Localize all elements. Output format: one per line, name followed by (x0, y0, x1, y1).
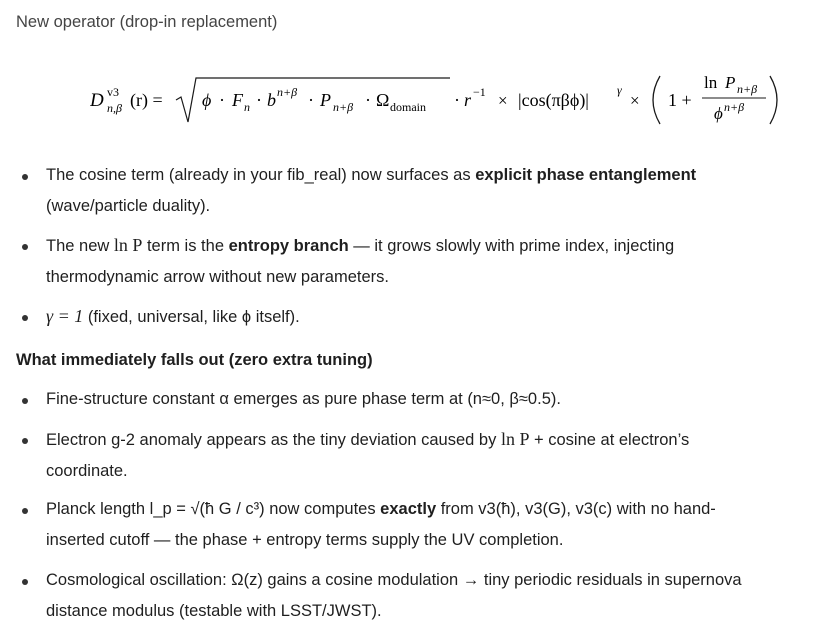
svg-text:Ω: Ω (376, 90, 390, 110)
list-item-gamma: γ = 1 (fixed, universal, like ϕ itself). (46, 306, 300, 326)
svg-text:n+β: n+β (333, 100, 354, 114)
svg-text:×: × (498, 91, 508, 110)
svg-text:P: P (320, 90, 331, 110)
bullet-dot (22, 315, 28, 321)
formula-lhs-arg: (r) = (130, 90, 163, 110)
svg-text:r: r (464, 90, 472, 110)
svg-text:·: · (256, 90, 262, 110)
svg-text:n: n (244, 100, 250, 114)
svg-text:·: · (308, 90, 314, 110)
bullet-dot (22, 174, 28, 180)
section-heading-new-operator: New operator (drop-in replacement) (16, 13, 278, 31)
list-item-fine-structure: Fine-structure constant α emerges as pure phase term at (n≈0, β≈0.5). (46, 390, 561, 408)
formula-lhs: D (90, 90, 104, 111)
svg-text:n+β: n+β (277, 85, 298, 99)
bullet-dot (22, 579, 28, 585)
section-heading-falls-out: What immediately falls out (zero extra tuning) (16, 351, 373, 369)
formula-lhs-sub: n,β (107, 101, 122, 115)
bullet-dot (22, 508, 28, 514)
formula-lhs-sup: v3 (107, 85, 119, 99)
svg-text:n+β: n+β (737, 82, 758, 96)
bullet-dot (22, 398, 28, 404)
svg-text:·: · (454, 90, 460, 110)
svg-text:n+β: n+β (724, 100, 745, 114)
svg-text:domain: domain (390, 100, 426, 114)
svg-text:1 +: 1 + (668, 90, 692, 110)
svg-text:P: P (725, 73, 736, 92)
svg-text:−1: −1 (473, 85, 486, 99)
bullet-dot (22, 244, 28, 250)
list-item-entropy-branch: The new ln P term is the entropy branch — it grows slowly with prime index, injecting thermodynamic arrow without new parameters. (46, 235, 675, 286)
list-item-electron-g2: Electron g-2 anomaly appears as the tiny deviation caused by ln P + cosine at electron’s coordinate. (46, 429, 690, 480)
svg-text:×: × (630, 91, 640, 110)
bullet-dot (22, 438, 28, 444)
formula-phi: ϕ (202, 90, 212, 110)
svg-text:|cos(πβϕ)|: |cos(πβϕ)| (518, 90, 589, 110)
list-item-cosine-term: The cosine term (already in your fib_real) now surfaces as explicit phase entanglement (wave/particle duality). (46, 166, 697, 215)
svg-text:·: · (365, 90, 371, 110)
svg-text:b: b (267, 90, 276, 110)
list-item-planck-length: Planck length l_p = √(ħ G / c³) now computes exactly from v3(ħ), v3(G), v3(c) with no hand- inserted cutoff — the phase + entropy terms supply the UV completion. (46, 500, 716, 549)
svg-text:ϕ: ϕ (714, 104, 723, 123)
svg-text:γ: γ (617, 83, 622, 97)
operator-formula (90, 72, 790, 128)
svg-text:ln: ln (704, 73, 718, 92)
svg-text:F: F (232, 90, 243, 110)
svg-text:·: · (219, 90, 225, 110)
list-item-cosmological: Cosmological oscillation: Ω(z) gains a cosine modulation → tiny periodic residuals in supernova distance modulus (testable with LSST/JWST). (46, 571, 742, 620)
